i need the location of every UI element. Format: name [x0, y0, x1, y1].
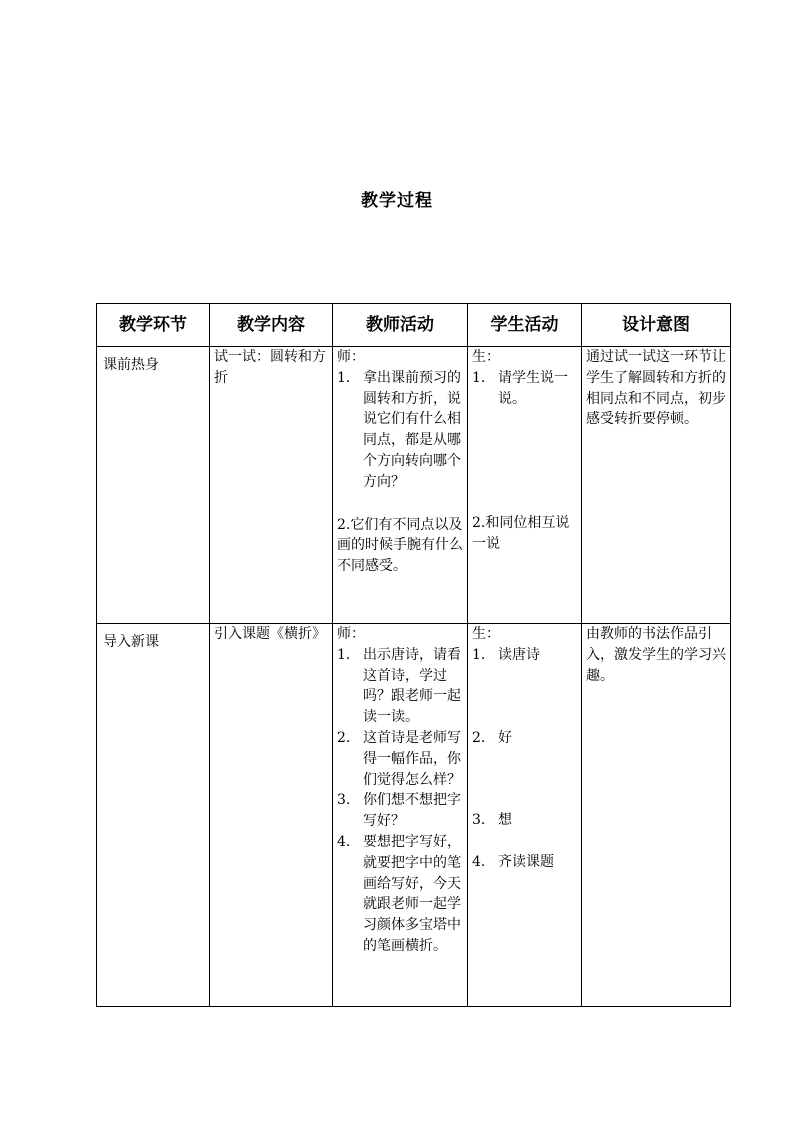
step-text: 你们想不想把字写好？: [363, 792, 461, 830]
teacher-intro: 师：: [337, 349, 365, 365]
step-number: 1.: [472, 646, 486, 663]
step-number: 3.: [337, 792, 351, 809]
list-item: [472, 368, 577, 410]
step-number: 2.: [472, 729, 486, 746]
list-item: [337, 728, 463, 790]
intent-cell: 由教师的书法作品引入，激发学生的学习兴趣。: [582, 624, 731, 1007]
list-item: [337, 368, 463, 493]
table-row: [97, 624, 731, 1007]
teacher-extra: 2.它们有不同点以及画的时候手腕有什么不同感受。: [337, 516, 463, 575]
header-row: [97, 304, 731, 347]
step-number: 1.: [337, 646, 351, 663]
list-item: [337, 832, 463, 957]
teacher-cell: [333, 624, 468, 1007]
section-cell: 导入新课: [97, 624, 210, 1007]
header-content: 教学内容: [210, 304, 333, 347]
step-number: 2.: [337, 729, 351, 746]
header-teacher: 教师活动: [333, 304, 468, 347]
student-cell: [468, 624, 582, 1007]
step-text: 要想把字写好，就要把字中的笔画给写好，今天就跟老师一起学习颜体多宝塔中的笔画横折。: [363, 833, 461, 954]
student-cell: [468, 347, 582, 624]
list-item: [472, 645, 577, 666]
step-number: 1.: [337, 369, 351, 386]
step-text: 读唐诗: [498, 646, 540, 663]
table-row: [97, 347, 731, 624]
step-number: 4.: [337, 833, 351, 850]
step-number: 3.: [472, 812, 486, 829]
teacher-cell: [333, 347, 468, 624]
list-item: [472, 852, 577, 873]
content-cell: 试一试：圆转和方折: [210, 347, 333, 624]
content-cell: 引入课题《横折》: [210, 624, 333, 1007]
header-section: 教学环节: [97, 304, 210, 347]
student-steps: [472, 368, 577, 410]
teacher-steps: [337, 368, 463, 493]
list-item: [472, 810, 577, 831]
list-item: [337, 790, 463, 832]
step-text: 这首诗是老师写得一幅作品，你们觉得怎么样？: [363, 729, 461, 788]
header-intent: 设计意图: [582, 304, 731, 347]
student-steps: [472, 645, 577, 873]
list-item: [337, 645, 463, 728]
student-intro: 生：: [472, 349, 500, 365]
step-text: 出示唐诗，请看这首诗，学过吗？跟老师一起读一读。: [363, 646, 461, 726]
teacher-steps: [337, 645, 463, 957]
list-item: [472, 728, 577, 749]
step-text: 想: [498, 812, 512, 829]
step-text: 齐读课题: [498, 854, 554, 871]
lesson-table: [96, 303, 731, 1007]
step-text: 拿出课前预习的圆转和方折，说说它们有什么相同点，都是从哪个方向转向哪个方向？: [363, 369, 461, 490]
page-title: 教学过程: [361, 191, 433, 211]
section-cell: 课前热身: [97, 347, 210, 624]
step-text: 请学生说一说。: [498, 369, 568, 407]
student-intro: 生：: [472, 626, 500, 642]
student-extra: 2.和同位相互说一说: [472, 515, 570, 553]
step-number: 1.: [472, 369, 486, 386]
teacher-intro: 师：: [337, 626, 365, 642]
step-text: 好: [498, 729, 512, 746]
step-number: 4.: [472, 854, 486, 871]
header-student: 学生活动: [468, 304, 582, 347]
intent-cell: 通过试一试这一环节让学生了解圆转和方折的相同点和不同点，初步感受转折要停顿。: [582, 347, 731, 624]
